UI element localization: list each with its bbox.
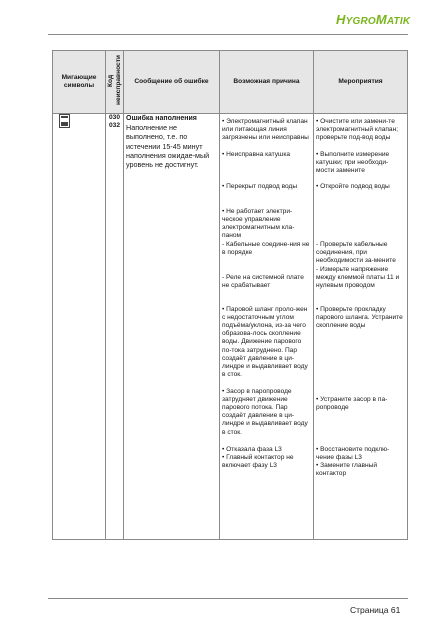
cause-item: • Засор в паропроводе затрудняет движение парового потока. Пар создаёт давление в ци-линдре и выдавливает воду в сток.	[222, 388, 308, 436]
action-item: • Очистите или замени-те электромагнитный клапан; проверьте под-вод воды	[316, 118, 399, 142]
action-item: - Измерьте напряжение между клеммой платы 11 и нулевым проводом	[316, 266, 400, 290]
cause-item: • Перекрыт подвод воды	[222, 183, 298, 191]
battery-level-icon	[59, 114, 70, 128]
cause-cell	[220, 114, 314, 540]
action-item: • Устраните засор в па-ропроводе	[316, 396, 388, 412]
cause-item: - Реле на системной плате не срабатывает	[222, 274, 304, 290]
action-cell	[314, 114, 408, 540]
footer-divider	[48, 598, 408, 599]
action-item: - Проверьте кабельные соединения, при необходимости за-мените	[316, 241, 396, 265]
action-item: • Выполните измерение катушки; при необходи-мости замените	[316, 151, 390, 175]
header-cause: Возможная причина	[220, 51, 314, 114]
cause-item: • Не работает электри-ческое управление электромагнитным кла-паном	[222, 208, 295, 240]
cause-item: • Электромагнитный клапан или питающая линия загрязнены или неисправны	[222, 118, 309, 142]
header-symbols: Мигающие символы	[53, 51, 106, 114]
action-item: • Проверьте прокладку парового шланга. Устраните скопление воды	[316, 306, 403, 330]
cause-item: • Паровой шланг проло-жен с недостаточным углом подъёма/уклона, из-за чего образова-лось скопление воды. Движение парового по-тока затруднено. Пар создаёт давление в ци-линдре и выдавливает воду в сток.	[222, 306, 308, 378]
header-divider	[48, 34, 408, 35]
symbol-cell	[53, 114, 106, 540]
action-item: • Восстановите подклю-чение фазы L3 • Замените главный контактор	[316, 446, 390, 478]
page-number: Страница 61	[350, 605, 401, 615]
code-cell	[106, 114, 124, 540]
error-code: 032	[108, 122, 120, 130]
cause-item: • Отказала фаза L3 • Главный контактор не включает фазу L3	[222, 446, 294, 470]
cause-item: • Неисправна катушка	[222, 151, 291, 159]
action-item: • Откройте подвод воды	[316, 183, 390, 191]
table-header-row	[53, 51, 408, 114]
header-action: Мероприятия	[314, 51, 408, 114]
header-message: Сообщение об ошибке	[124, 51, 220, 114]
error-table	[52, 50, 408, 540]
message-text: Наполнение не выполнено, т.е. по истечении 15-45 минут наполнения ожидае-мый уровень не достигнут.	[126, 123, 210, 169]
table-row	[53, 114, 408, 540]
message-cell	[124, 114, 220, 540]
hygromatik-logo: HYGROMATIK	[336, 12, 411, 27]
cause-item: - Кабельные соедине-ния не в порядке	[222, 241, 310, 257]
error-code: 030	[108, 114, 120, 122]
header-code: Код неисправности	[106, 51, 124, 114]
message-title: Ошибка наполнения	[126, 115, 197, 123]
